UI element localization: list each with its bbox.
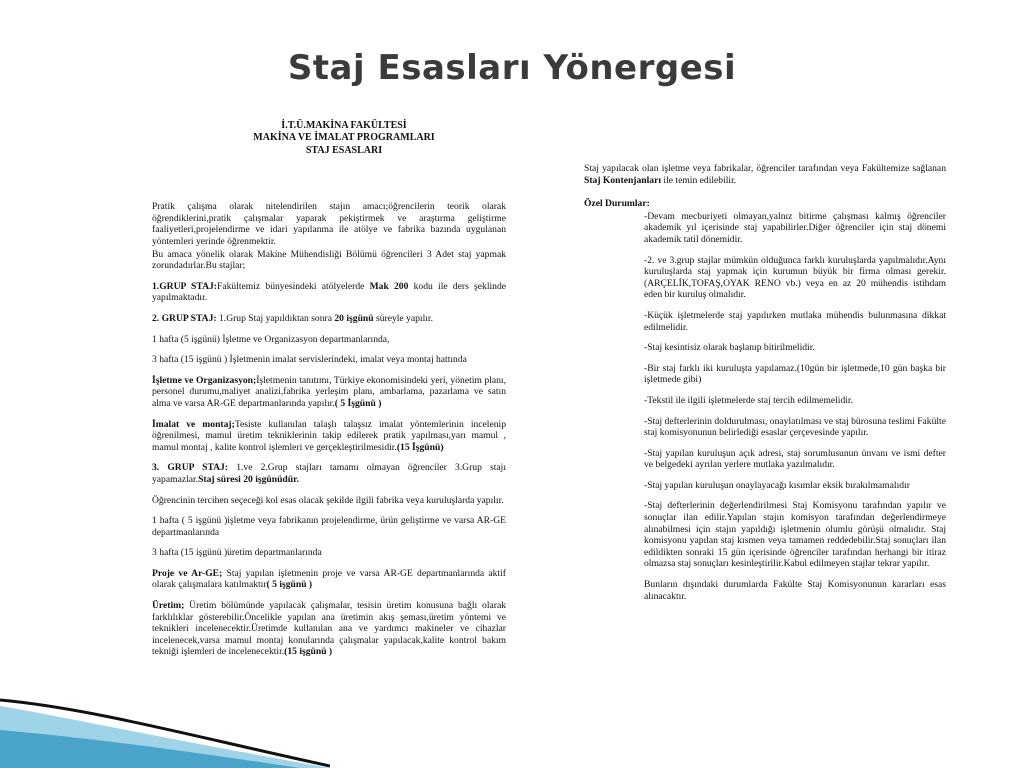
group2-text-b: süreyle yapılır. [373, 312, 433, 324]
manufacturing-label: Üretim; [152, 600, 185, 612]
header-faculty: İ.T.Ü.MAKİNA FAKÜLTESİ [281, 120, 407, 131]
intro-text-a: Staj yapılacak olan işletme veya fabrikalar, öğrenciler tarafından veya Fakültemize sağlanan [584, 163, 946, 174]
group1-text-b: kodu ile ders şeklinde yapılmaktadır. [152, 280, 507, 304]
rule-item: -2. ve 3.grup stajlar mümkün olduğunca farklı kuruluşlarda yapılmalıdır.Aynı kuruluşlarda staj yapmak için kurumun büyük bir firma olması gerekir.(ARÇELİK,TOFAŞ,OYAK RENO vb.) veya en az 20 mühendis istihdam eden bir kuruluş olmalıdır. [644, 254, 946, 301]
rule-item: -Staj kesintisiz olarak başlanıp bitirilmelidir. [644, 342, 815, 354]
group2-week1-line: 1 hafta (5 işgünü) İşletme ve Organizasyon departmanlarında, [152, 333, 390, 345]
group2-text-a: 1.Grup Staj yapıldıktan sonra [216, 312, 335, 324]
header-staj-esaslari: STAJ ESASLARI [305, 144, 383, 156]
organization-days: ( 5 İşgünü ) [334, 397, 382, 409]
group2-paragraph [152, 313, 506, 325]
group2-label: 2. GRUP STAJ: [152, 312, 217, 324]
manufacturing-text: Üretim bölümünde yapılacak çalışmalar, tesisin üretim konusuna bağlı olarak farklılıklar gösterebilir.Öncelikle yapılan ana üretimin akış şeması,üretim yöntemi ve teknikleri incelenecektir.Üretimde kullanılan ana ve yardımcı makineler ve cihazlar incelenecek,varsa mamul montaj konularında çalışmalar yapılacak,kalite kontrol bakım tekniği işlemleri de incelenecektir. [152, 600, 506, 658]
requirement-paragraph: Bu amaca yönelik olarak Makine Mühendisliği Bölümü öğrencileri 3 Adet staj yapmak zorundadırlar.Bu stajlar; [152, 248, 506, 272]
rule-item: -Tekstil ile ilgili işletmelerde staj tercih edilmemelidir. [644, 394, 854, 406]
production-assembly-label: İmalat ve montaj; [152, 418, 235, 430]
special-cases-heading: Özel Durumlar: [584, 198, 650, 210]
project-rd-days: ( 5 işgünü ) [266, 579, 313, 591]
production-assembly-text: Tesiste kullanılan talaşlı talaşsız imalat yöntemlerinin incelenip öğrenilmesi, mamul üretim tekniklerinin takip edilerek pratik yapılması,yarı mamul , mamul montaj , kalite kontrol işlemleri ve gerçekleştirilmesidir. [152, 418, 506, 453]
document-header [152, 120, 506, 157]
rule-item: -Bir staj farklı iki kuruluşta yapılamaz.(10gün bir işletmede,10 gün başka bir işletmede gibi) [644, 362, 946, 386]
project-rd-text: Staj yapılan işletmenin proje ve varsa AR-GE departmanlarında aktif olarak çalışmalara katılmaktır [152, 567, 506, 591]
group3-label: 3. GRUP STAJ: [152, 462, 229, 474]
group1-code: Mak 200 [369, 280, 409, 292]
production-assembly-paragraph [152, 419, 506, 454]
choice-paragraph: Öğrencinin tercihen seçeceği kol esas olacak şekilde ilgili fabrika veya kuruluşlarda yapılır. [152, 494, 504, 506]
rule-item: -Staj defterlerinin doldurulması, onaylatılması ve staj bürosuna teslimi Fakülte staj komisyonunun belirlediği esaslar çerçevesinde yapılır. [644, 415, 946, 439]
group2-duration: 20 işgünü [334, 312, 374, 324]
organization-paragraph [152, 375, 506, 410]
intro-paragraph [584, 163, 946, 186]
slide-title: Staj Esasları Yönergesi [287, 48, 737, 88]
document-left-column [152, 120, 506, 667]
group3-duration: Staj süresi 20 işgünüdür. [198, 473, 299, 485]
group2-week3-line: 3 hafta (15 işgünü ) İşletmenin imalat servislerindeki, imalat veya montaj hattında [152, 354, 467, 366]
rule-item: -Staj defterlerinin değerlendirilmesi Staj Komisyonu tarafından yapılır ve sonuçlar ilan edilir.Yapılan stajın komisyon tarafından değerlendirmeye alınabilmesi için stajın yapıldığı işletmenin olumlu görüşü olmalıdır. Staj komisyonu yapılan staj kısmen veya tamamen reddedebilir.Staj sonuçları ilan edildikten sonraki 15 gün içerisinde öğrenciler tarafından herhangi bir itiraz olmazsa staj sonuçları kesinleştirilir.Kabul edilmeyen stajlar tekrar yapılır. [644, 500, 946, 570]
closing-note: Bunların dışındaki durumlarda Fakülte Staj Komisyonunun kararları esas alınacaktır. [644, 579, 946, 602]
week1-paragraph: 1 hafta ( 5 işgünü )işletme veya fabrikanın projelendirme, ürün geliştirme ve varsa AR-GE departmanlarında [152, 515, 506, 538]
document-right-column [584, 163, 946, 611]
rule-item: -Staj yapılan kuruluşun açık adresi, staj sorumlusunun ünvanı ve ismi defter ve belgedeki ayrılan yerlere mutlaka yazılmalıdır. [644, 447, 946, 471]
header-programs: MAKİNA VE İMALAT PROGRAMLARI [253, 132, 435, 144]
group1-paragraph [152, 281, 506, 304]
manufacturing-days: (15 işgünü ) [284, 646, 333, 658]
decorative-swoosh [0, 638, 333, 768]
organization-label: İşletme ve Organizasyon; [152, 374, 257, 386]
intro-text-b: ile temin edilebilir. [661, 174, 737, 186]
project-rd-label: Proje ve Ar-GE; [152, 567, 223, 579]
rule-item: -Devam mecburiyeti olmayan,yalnız bitirme çalışması kalmış öğrenciler akademik yıl içerisinde staj yapabilirler.Diğer öğrenciler için staj dönemi akademik tatil dönemidir. [644, 210, 946, 245]
rule-item: -Staj yapılan kuruluşun onaylayacağı kısımlar eksik bırakılmamalıdır [644, 479, 910, 491]
production-assembly-days: (15 İşgünü) [396, 441, 444, 453]
intro-quota: Staj Kontenjanları [584, 174, 662, 186]
group3-paragraph [152, 462, 506, 485]
organization-text: İşletmenin tanıtımı, Türkiye ekonomisindeki yeri, yönetim planı, personel durumu,maliyet analizi,fabrika yerleşim planı, ambarlama, pazarlama ve satın alma ve varsa AR-GE departmanlarında yapılır. [152, 374, 506, 409]
purpose-paragraph: Pratik çalışma olarak nitelendirilen stajın amacı;öğrencilerin teorik olarak öğrendiklerini,pratik çalışmalar yaparak pekiştirmek ve araştırma geliştirme faaliyetleri,projelendirme ve idari yapılanma ile atölye ve fabrika bazında uygulanan yöntemleri yerinde öğrenmektir. [152, 201, 506, 247]
group3-text: 1.ve 2.Grup stajları tamamı olmayan öğrenciler 3.Grup stajı yapamazlar. [152, 462, 506, 485]
rule-item: -Küçük işletmelerde staj yapılırken mutlaka mühendis bulunmasına dikkat edilmelidir. [644, 309, 946, 333]
week3-paragraph: 3 hafta (15 işgünü )üretim departmanlarında [152, 547, 322, 559]
project-rd-paragraph [152, 568, 506, 591]
group1-label: 1.GRUP STAJ: [152, 280, 218, 292]
group1-text-a: Fakültemiz bünyesindeki atölyelerde [217, 280, 370, 292]
